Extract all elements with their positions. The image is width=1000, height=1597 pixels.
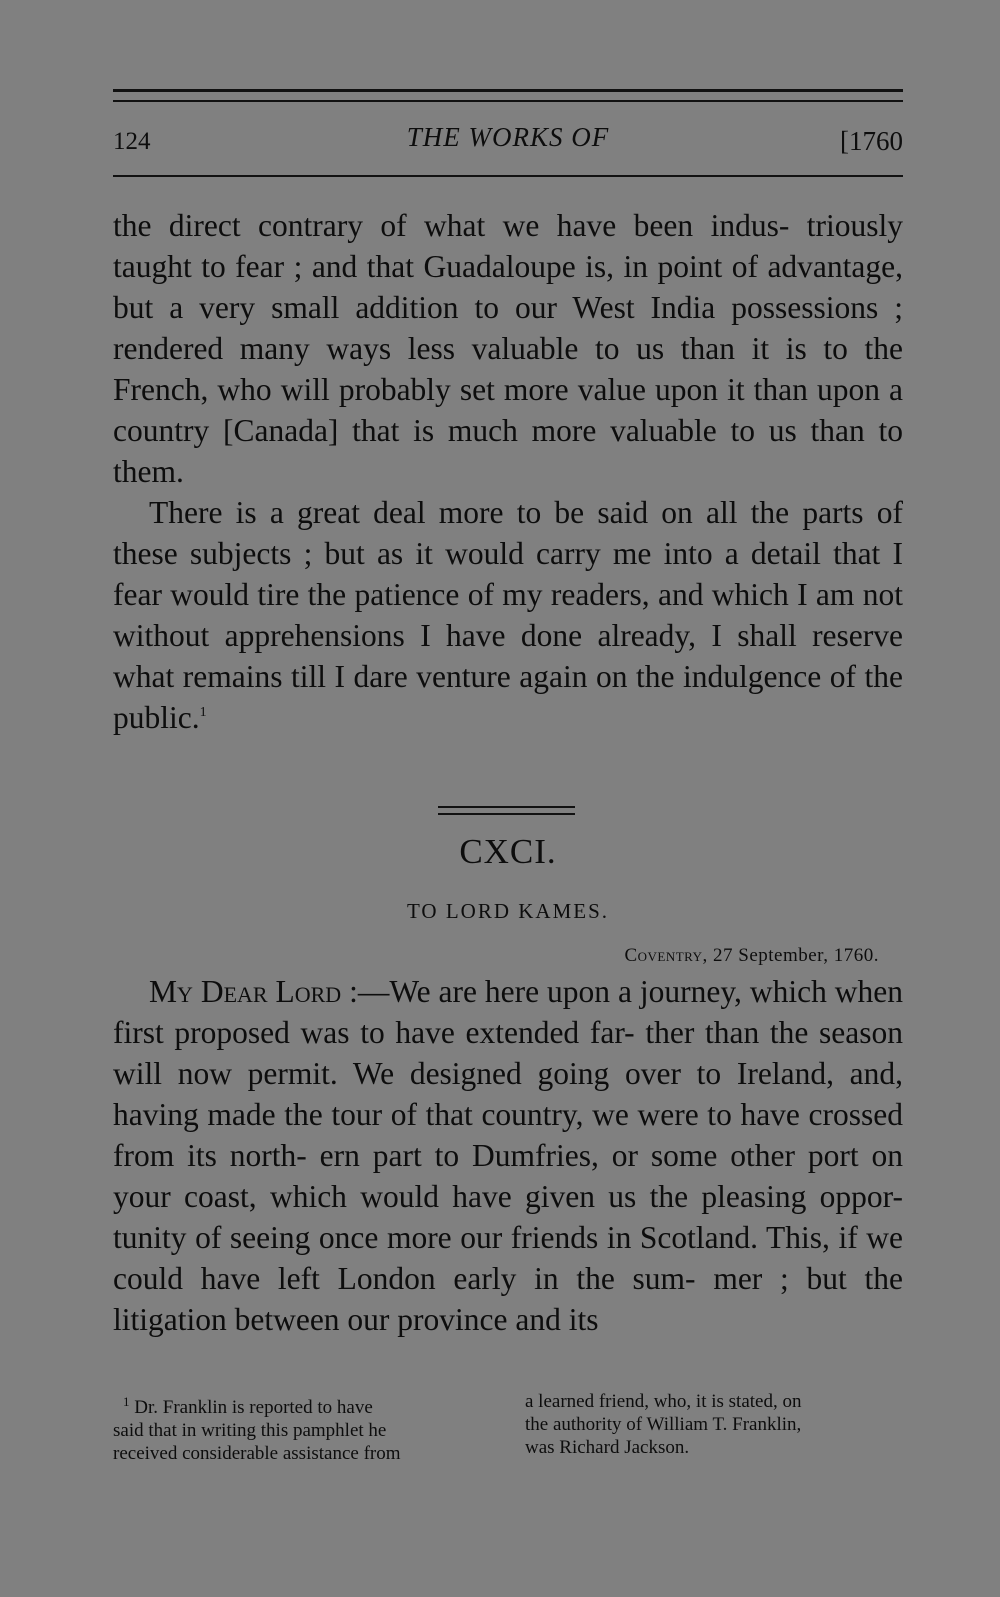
footnote-line: $^1$ Dr. Franklin is reported to have <box>123 1394 373 1418</box>
text-line: coast, which would have given us the pleasing oppor- <box>184 1179 903 1214</box>
footnote-column-right <box>525 1390 900 1459</box>
letter-number: CXCI. <box>459 832 557 871</box>
section-separator-top <box>438 806 575 808</box>
text-line: in point of advantage, but a very small addition <box>113 249 904 325</box>
text-line: going over to Ireland, and, having made the tour of <box>113 1056 904 1132</box>
paragraph-closing <box>113 492 903 738</box>
page-number: 124 <box>113 128 151 155</box>
head-rule <box>113 175 903 177</box>
footnote-line: a learned friend, who, it is stated, on <box>525 1391 802 1412</box>
text-line: ern part to Dumfries, or some other port on your <box>113 1138 903 1214</box>
text-line: parts of these subjects ; but as it would carry me <box>113 495 903 571</box>
text-line: tunity of seeing once more our friends in Scotland. <box>113 1220 758 1255</box>
footnote-reference[interactable]: 1 <box>199 705 207 720</box>
text-line: to our West India possessions ; rendered many ways <box>113 290 903 366</box>
text-line: triously taught to fear ; and that Guadaloupe is, <box>113 208 904 284</box>
text-line: This, if we could have left London early in the sum- <box>113 1220 903 1296</box>
text-line: probably set more value upon it than upon a country <box>113 372 904 448</box>
top-rule-thin <box>113 100 903 102</box>
text-line: that country, we were to have crossed from its north- <box>113 1097 904 1173</box>
text-line: mer ; but the litigation between our province and its <box>113 1261 904 1337</box>
footnote-line: was Richard Jackson. <box>525 1437 690 1458</box>
text-line: readers, and which I am not without apprehensions <box>113 577 903 653</box>
salutation: My Dear Lord <box>149 974 342 1009</box>
top-rule-thick <box>113 89 903 92</box>
footnote-column-left <box>113 1390 488 1465</box>
letter-dateline <box>624 945 879 967</box>
text-line: which when first proposed was to have extended far- <box>113 974 903 1050</box>
running-year: [1760 <box>840 126 903 156</box>
letter-body <box>113 971 903 1340</box>
footnote-line: received considerable assistance from <box>113 1443 401 1464</box>
text-line: There is a great deal more to be said on all the <box>149 495 790 530</box>
letter-place: Coventry <box>624 945 703 966</box>
text-line: ther than the season will now permit. We designed <box>113 1015 903 1091</box>
text-line: :—We are here upon a journey, <box>349 974 742 1009</box>
letter-date: , 27 September, 1760. <box>702 945 879 966</box>
continued-text <box>113 205 903 738</box>
text-line: to them. <box>113 413 904 489</box>
running-head <box>113 122 903 162</box>
text-line: I have done already, I shall reserve what remains till <box>113 618 903 694</box>
footnote-marker: 1 <box>123 1394 130 1409</box>
footnote-line: said that in writing this pamphlet he <box>113 1420 387 1441</box>
paragraph-continued <box>113 205 903 492</box>
section-separator-bottom <box>438 813 575 815</box>
text-line: I dare venture again on the indulgence of the public. <box>113 659 904 735</box>
letter-addressee: TO LORD KAMES. <box>406 899 610 923</box>
text-line: less valuable to us than it is to the French, who will <box>113 331 903 407</box>
text-line: the direct contrary of what we have been indus- <box>113 208 790 243</box>
running-title: THE WORKS OF <box>406 122 610 152</box>
letter-paragraph <box>113 971 903 1340</box>
book-page <box>113 0 903 1597</box>
footnote-line: the authority of William T. Franklin, <box>525 1414 802 1435</box>
text-line: into a detail that I fear would tire the patience of my <box>113 536 903 612</box>
text-line: [Canada] that is much more valuable to us than <box>222 413 865 448</box>
